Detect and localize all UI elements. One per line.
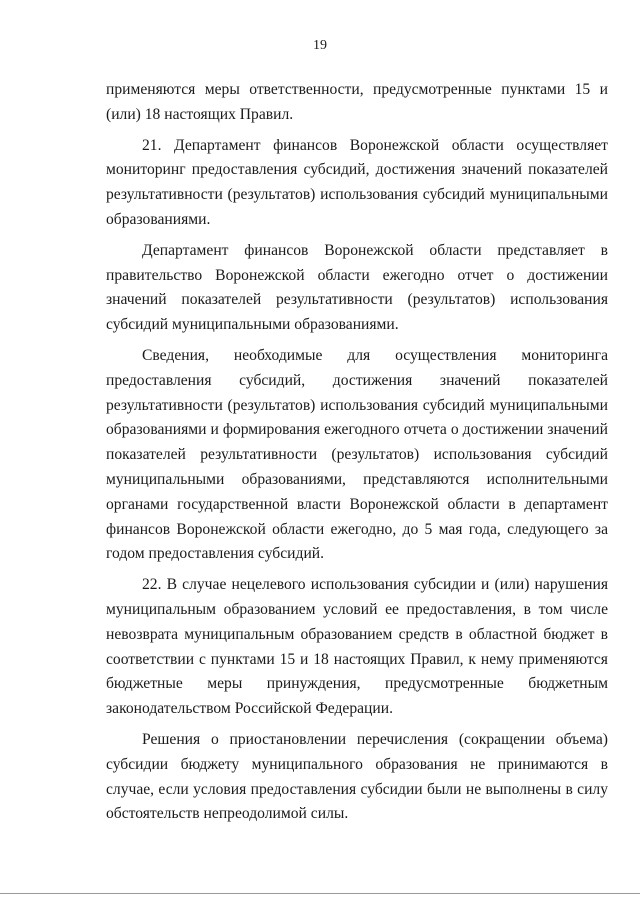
paragraph-continuation: применяются меры ответственности, предусмотренные пунктами 15 и (или) 18 настоящих Правил. bbox=[106, 81, 608, 123]
scan-edge-divider bbox=[0, 893, 640, 894]
paragraph-report: Департамент финансов Воронежской области представляет в правительство Воронежской области ежегодно отчет о достижении значений показателей результативности (результатов) использования субсидий муниципальными образованиями. bbox=[106, 241, 608, 334]
paragraph-information: Сведения, необходимые для осуществления мониторинга предоставления субсидий, достижения значений показателей результативности (результатов) использования субсидий муниципальными образованиями и формирования ежегодного отчета о достижении значений показателей результативности (результатов) использования субсидий муниципальными образованиями, представляются исполнительными органами государственной власти Воронежской области в департамент финансов Воронежской области ежегодно, до 5 мая года, следующего за годом предоставления субсидий. bbox=[106, 346, 608, 563]
paragraph-22: 22. В случае нецелевого использования субсидии и (или) нарушения муниципальным образованием условий ее предоставления, в том числе невозврата муниципальным образованием средств в областной бюджет в соответствии с пунктами 15 и 18 настоящих Правил, к нему применяются бюджетные меры принуждения, предусмотренные бюджетным законодательством Российской Федерации. bbox=[106, 576, 608, 718]
page-number: 19 bbox=[313, 38, 327, 53]
paragraph-21: 21. Департамент финансов Воронежской области осуществляет мониторинг предоставления субсидий, достижения значений показателей результативности (результатов) использования субсидий муниципальными образованиями. bbox=[106, 136, 608, 228]
document-body bbox=[106, 78, 608, 827]
paragraph-decisions: Решения о приостановлении перечисления (сокращении объема) субсидии бюджету муниципального образования не принимаются в случае, если условия предоставления субсидии были не выполнены в силу обстоятельств непреодолимой силы. bbox=[106, 730, 608, 823]
